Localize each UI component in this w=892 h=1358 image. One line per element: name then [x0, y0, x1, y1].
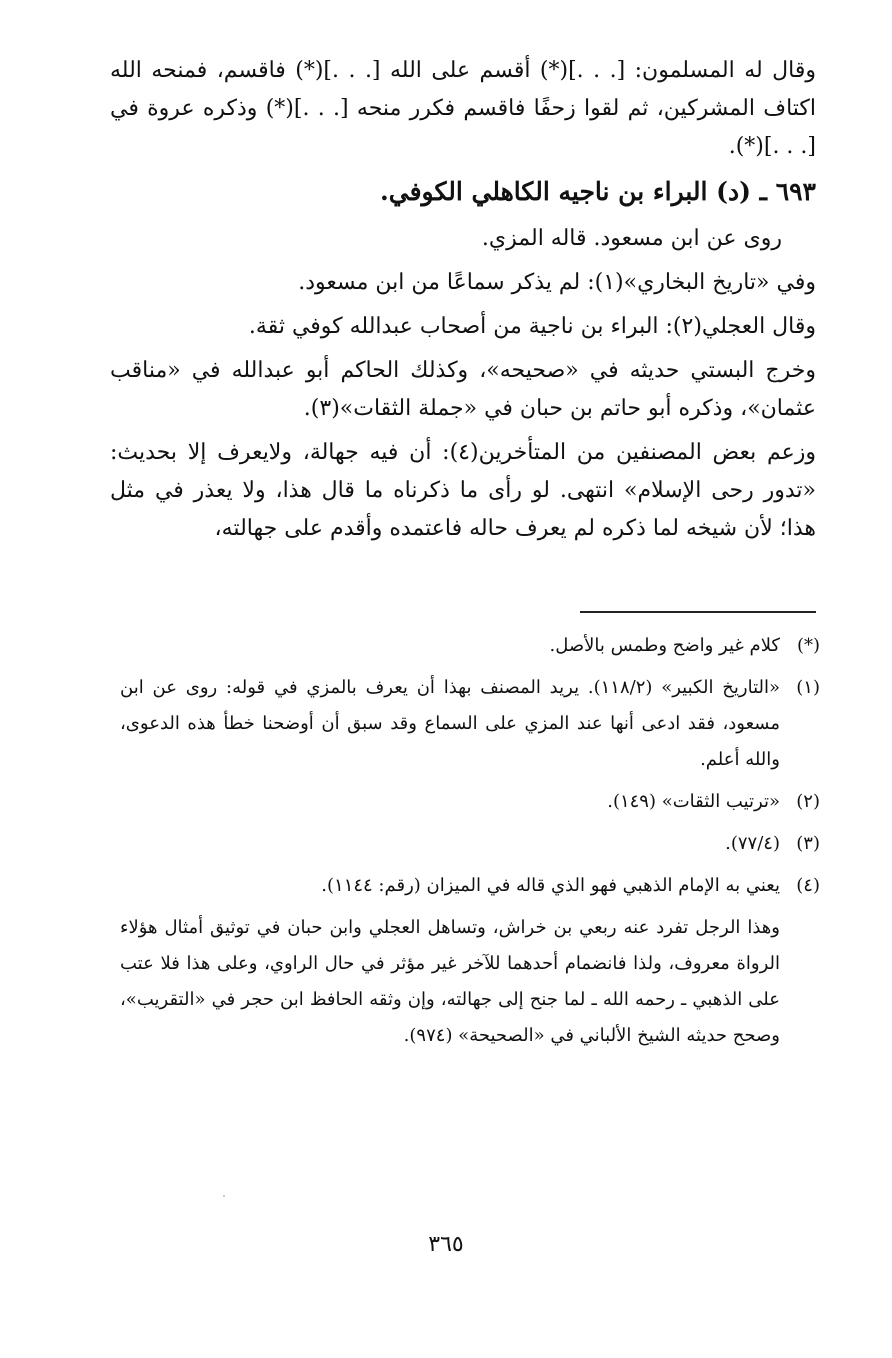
footnote-2: [120, 784, 820, 820]
page-number: ٣٦٥: [428, 1232, 464, 1257]
footnote-divider: [580, 611, 816, 613]
main-text: [110, 52, 816, 554]
paragraph-bukhari: وفي «تاريخ البخاري»(١): لم يذكر سماعًا من ابن مسعود.: [298, 270, 816, 295]
paragraph-claim: وزعم بعض المصنفين من المتأخرين(٤): أن فيه جهالة، ولايعرف إلا بحديث: «تدور رحى الإسلام» انتهى. لو رأى ما ذكرناه ما قال هذا، ولا يعذر في مثل هذا؛ لأن شيخه لما ذكره لم يعرف حاله فاعتمده وأقدم على جهالته،: [110, 440, 816, 541]
footnote-text: يعني به الإمام الذهبي فهو الذي قاله في الميزان (رقم: ١١٤٤).: [321, 875, 780, 896]
paragraph-narration-source: روى عن ابن مسعود. قاله المزي.: [481, 226, 782, 251]
footnote-text: (٧٧/٤).: [725, 833, 780, 854]
paragraph-narration: وقال له المسلمون: [. . .](*) أقسم على الله [. . .](*) فاقسم، فمنحه الله اكتاف المشركين، ثم لقوا زحفًا فاقسم فكرر منحه [. . .](*) وذكره عروة في [. . .](*).: [110, 58, 816, 159]
entry-heading: ٦٩٣ ـ (د) البراء بن ناجيه الكاهلي الكوفي.: [380, 177, 816, 206]
footnote-1: [120, 670, 820, 778]
footnote-marker: (*): [796, 635, 820, 656]
footnotes: [120, 628, 820, 1054]
footnote-3: [120, 826, 820, 862]
footnote-marker: (٤): [796, 875, 820, 896]
footnote-marker: (٣): [796, 833, 820, 854]
footnote-text: «التاريخ الكبير» (١١٨/٢). يريد المصنف بهذا أن يعرف بالمزي في قوله: روى عن ابن مسعود، فقد ادعى أنها عند المزي على السماع وقد سبق أن أوضحنا خطأ هذه الدعوى، والله أعلم.: [120, 677, 781, 770]
footnote-star: [120, 628, 820, 664]
footnote-marker: (٢): [796, 791, 820, 812]
paragraph-ijli: وقال العجلي(٢): البراء بن ناجية من أصحاب عبدالله كوفي ثقة.: [248, 314, 816, 339]
scan-speck: [223, 1195, 225, 1197]
footnote-4: [120, 868, 820, 904]
footnote-4-continuation: وهذا الرجل تفرد عنه ربعي بن خراش، وتساهل العجلي وابن حبان في توثيق أمثال هؤلاء الرواة معروف، ولذا فانضمام أحدهما للآخر غير مؤثر في حال الراوي، وعلى هذا فلا عتب على الذهبي ـ رحمه الله ـ لما جنح إلى جهالته، وإن وثقه الحافظ ابن حجر في «التقريب»، وصحح حديثه الشيخ الألباني في «الصحيحة» (٩٧٤).: [120, 917, 780, 1046]
footnote-marker: (١): [796, 677, 820, 698]
footnote-text: «ترتيب الثقات» (١٤٩).: [607, 791, 780, 812]
footnote-text: كلام غير واضح وطمس بالأصل.: [549, 635, 780, 656]
paragraph-busti: وخرج البستي حديثه في «صحيحه»، وكذلك الحاكم أبو عبدالله في «مناقب عثمان»، وذكره أبو حاتم بن حبان في «جملة الثقات»(٣).: [110, 358, 816, 421]
